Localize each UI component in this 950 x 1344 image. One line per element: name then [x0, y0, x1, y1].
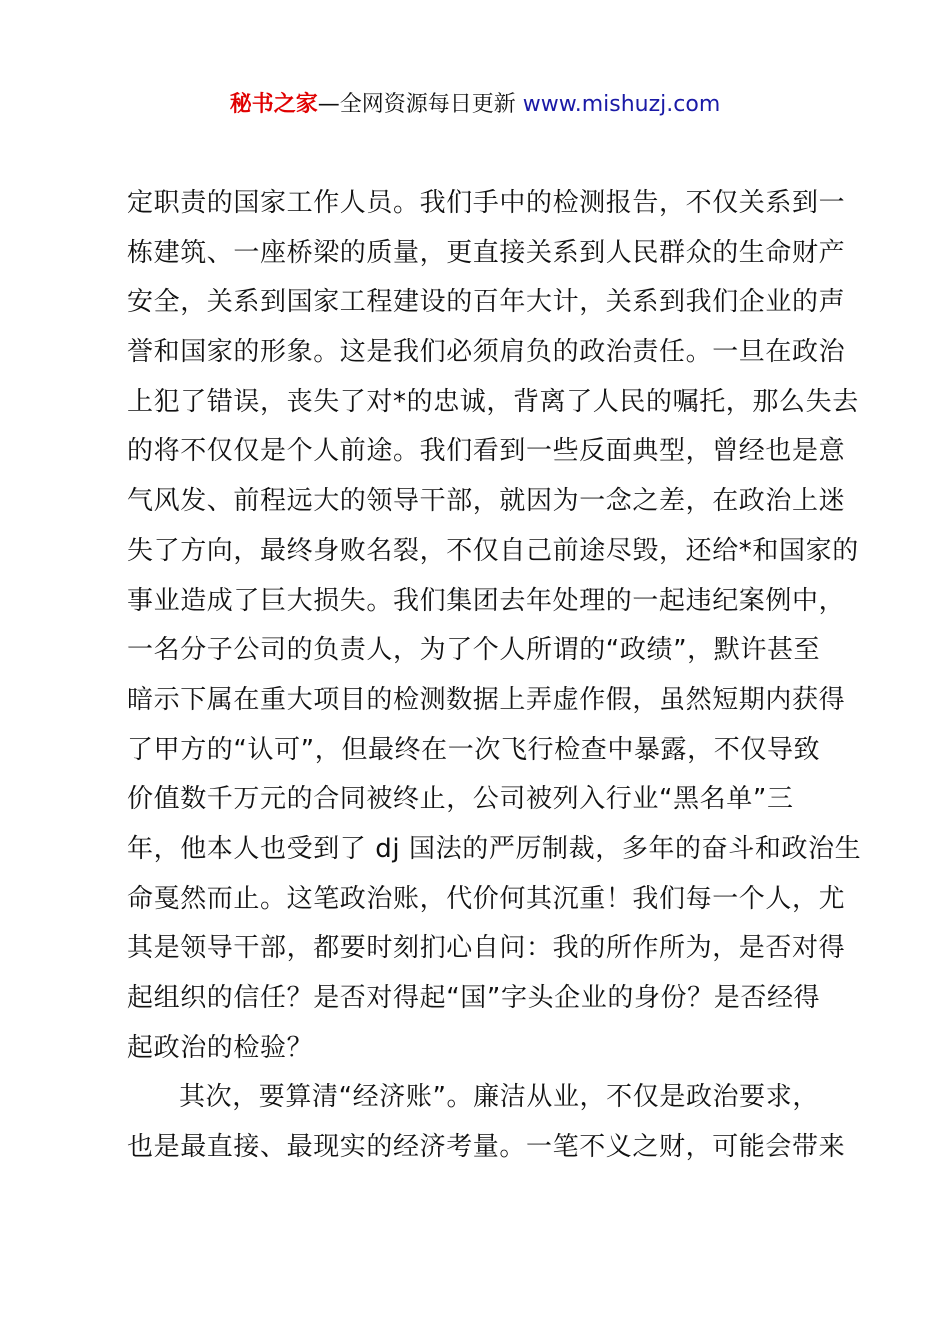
- text-line: 命戛然而止。这笔政治账，代价何其沉重！我们每一个人，尤: [127, 883, 846, 914]
- text-line: 起政治的检验？: [127, 1032, 314, 1063]
- text-line: 起组织的信任？是否对得起“国”字头企业的身份？是否经得: [127, 983, 821, 1013]
- text-line: 上犯了错误，丧失了对*的忠诚，背离了人民的嘱托，那么失去: [127, 386, 859, 417]
- header-tagline: —全网资源每日更新: [317, 92, 523, 117]
- text-line: 事业造成了巨大损失。我们集团去年处理的一起违纪案例中，: [127, 585, 846, 616]
- text-line: 定职责的国家工作人员。我们手中的检测报告，不仅关系到一: [127, 188, 846, 218]
- text-line: 价值数千万元的合同被终止，公司被列入行业“黑名单”三: [127, 784, 794, 815]
- document-body: [127, 179, 862, 1173]
- page-header: [0, 88, 950, 122]
- text-line: 也是最直接、最现实的经济考量。一笔不义之财，可能会带来: [127, 1132, 846, 1163]
- header-brand: 秘书之家: [229, 92, 318, 117]
- text-line: 栋建筑、一座桥梁的质量，更直接关系到人民群众的生命财产: [127, 237, 846, 268]
- text-line-paragraph-start: 其次，要算清“经济账”。廉洁从业，不仅是政治要求，: [179, 1082, 819, 1113]
- text-line: 一名分子公司的负责人，为了个人所谓的“政绩”，默许甚至: [127, 635, 821, 666]
- text-line: 暗示下属在重大项目的检测数据上弄虚作假，虽然短期内获得: [127, 684, 846, 715]
- text-line: 了甲方的“认可”，但最终在一次飞行检查中暴露，不仅导致: [127, 734, 821, 765]
- text-line: 年，他本人也受到了 dj 国法的严厉制裁，多年的奋斗和政治生: [127, 833, 862, 864]
- text-line: 誉和国家的形象。这是我们必须肩负的政治责任。一旦在政治: [127, 337, 846, 368]
- header-url-link[interactable]: www.mishuzj.com: [522, 92, 721, 117]
- text-line: 的将不仅仅是个人前途。我们看到一些反面典型，曾经也是意: [127, 436, 846, 467]
- text-line: 安全，关系到国家工程建设的百年大计，关系到我们企业的声: [127, 287, 846, 318]
- text-line: 其是领导干部，都要时刻扪心自问：我的所作所为，是否对得: [127, 933, 846, 964]
- text-line: 失了方向，最终身败名裂，不仅自己前途尽毁，还给*和国家的: [127, 535, 859, 566]
- text-line: 气风发、前程远大的领导干部，就因为一念之差，在政治上迷: [127, 486, 846, 517]
